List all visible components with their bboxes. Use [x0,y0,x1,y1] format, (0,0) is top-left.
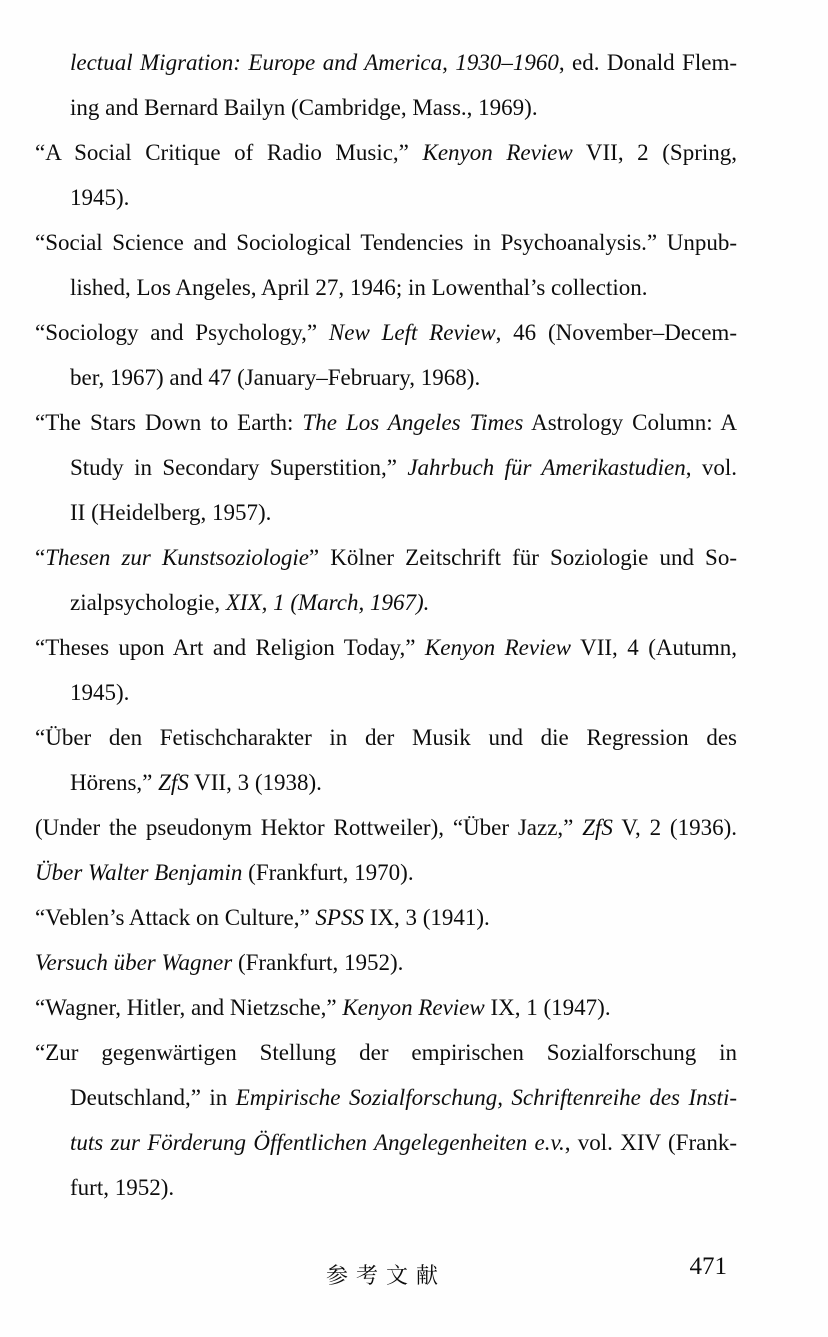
bibliography-line [35,175,737,220]
bibliography-line [35,265,737,310]
italic-text-segment: Kenyon Review [424,635,572,660]
bibliography-entry [35,940,737,985]
text-segment: (Frankfurt, 1970). [242,860,414,885]
text-segment: furt, 1952). [70,1175,175,1200]
text-segment: 1945). [70,680,130,705]
bibliography-entry [35,220,737,310]
text-segment: VII, 2 (Spring, [572,140,737,165]
text-segment: zialpsychologie, [70,590,226,615]
bibliography-line [35,445,737,490]
text-segment: II (Heidelberg, 1957). [70,500,272,525]
bibliography-line [35,580,737,625]
bibliography-entry [35,895,737,940]
text-segment: “Theses upon Art and Religion Today,” [35,635,425,660]
bibliography-line [35,1165,737,1210]
bibliography-line [35,715,737,760]
text-segment: 1945). [70,185,130,210]
text-segment: Astrology Column: A [523,410,737,435]
bibliography-line [35,355,737,400]
text-segment: ing and Bernard Bailyn (Cambridge, Mass., 1969). [70,95,538,120]
bibliography-line [35,670,737,715]
text-segment: “Social Science and Sociological Tendencies in Psychoanalysis.” Unpub- [35,230,737,255]
text-segment: “Veblen’s Attack on Culture,” [35,905,316,930]
italic-text-segment: lectual Migration: Europe and America, 1930–1960 [70,50,559,75]
text-segment: ” Kölner Zeitschrift für Soziologie und So- [308,545,737,570]
italic-text-segment: New Left Review [328,320,496,345]
text-segment: VII, 4 (Autumn, [571,635,737,660]
bibliography-line [35,220,737,265]
bibliography [35,40,737,1210]
bibliography-line [35,625,737,670]
text-segment: Hörens,” [70,770,159,795]
text-segment: “Wagner, Hitler, and Nietzsche,” [35,995,343,1020]
bibliography-line [35,940,737,985]
text-segment: , 46 (November–Decem- [495,320,737,345]
bibliography-entry [35,625,737,715]
italic-text-segment: Jahrbuch für Amerikastudien [407,455,686,480]
bibliography-entry [35,985,737,1030]
italic-text-segment: Thesen zur Kunstsoziologie [45,545,309,570]
bibliography-entry [35,850,737,895]
bibliography-line [35,310,737,355]
bibliography-line [35,130,737,175]
bibliography-line [35,490,737,535]
bibliography-entry [35,1030,737,1210]
bibliography-entry [35,535,737,625]
bibliography-entry [35,40,737,130]
italic-text-segment: Über Walter Benjamin [35,860,243,885]
bibliography-line [35,85,737,130]
italic-text-segment: XIX, 1 (March, 1967). [225,590,430,615]
bibliography-line [35,760,737,805]
bibliography-line [35,1120,737,1165]
bibliography-entry [35,310,737,400]
bibliography-line [35,985,737,1030]
bibliography-line [35,1030,737,1075]
text-segment: IX, 1 (1947). [484,995,611,1020]
text-segment: ber, 1967) and 47 (January–February, 1968). [70,365,481,390]
text-segment: “Zur gegenwärtigen Stellung der empirischen Sozialforschung in [35,1040,737,1065]
bibliography-line [35,1075,737,1120]
text-segment: VII, 3 (1938). [188,770,322,795]
text-segment: “Über den Fetischcharakter in der Musik und die Regression des [35,725,737,750]
text-segment: , vol. XIV (Frank- [564,1130,737,1155]
bibliography-entry [35,715,737,805]
bibliography-entry [35,805,737,850]
italic-text-segment: The Los Angeles Times [302,410,524,435]
text-segment: (Frankfurt, 1952). [232,950,404,975]
text-segment: , ed. Donald Flem- [558,50,737,75]
text-segment: Deutschland,” in [70,1085,236,1110]
text-segment: “ [35,545,46,570]
text-segment: Study in Secondary Superstition,” [70,455,408,480]
text-segment: , vol. [685,455,738,480]
text-segment: “Sociology and Psychology,” [35,320,329,345]
text-segment: “The Stars Down to Earth: [35,410,303,435]
footer-section-label: 参考文献 [325,1263,446,1288]
text-segment: V, 2 (1936). [612,815,737,840]
bibliography-line [35,850,737,895]
italic-text-segment: Empirische Sozialforschung, Schriftenreihe des Insti- [235,1085,737,1110]
bibliography-entry [35,130,737,220]
bibliography-entry [35,400,737,535]
bibliography-line [35,535,737,580]
bibliography-line [35,805,737,850]
text-segment: “A Social Critique of Radio Music,” [35,140,423,165]
italic-text-segment: tuts zur Förderung Öffentlichen Angelegenheiten e.v. [70,1130,565,1155]
text-segment: IX, 3 (1941). [363,905,490,930]
italic-text-segment: ZfS [158,770,189,795]
italic-text-segment: Kenyon Review [422,140,573,165]
text-segment: lished, Los Angeles, April 27, 1946; in Lowenthal’s collection. [70,275,648,300]
bibliography-line [35,400,737,445]
text-segment: (Under the pseudonym Hektor Rottweiler), “Über Jazz,” [35,815,583,840]
bibliography-line [35,895,737,940]
italic-text-segment: Kenyon Review [342,995,485,1020]
page-number: 471 [689,1253,727,1280]
page-footer [35,1253,737,1298]
italic-text-segment: SPSS [315,905,364,930]
bibliography-line [35,40,737,85]
italic-text-segment: ZfS [582,815,613,840]
italic-text-segment: Versuch über Wagner [35,950,233,975]
